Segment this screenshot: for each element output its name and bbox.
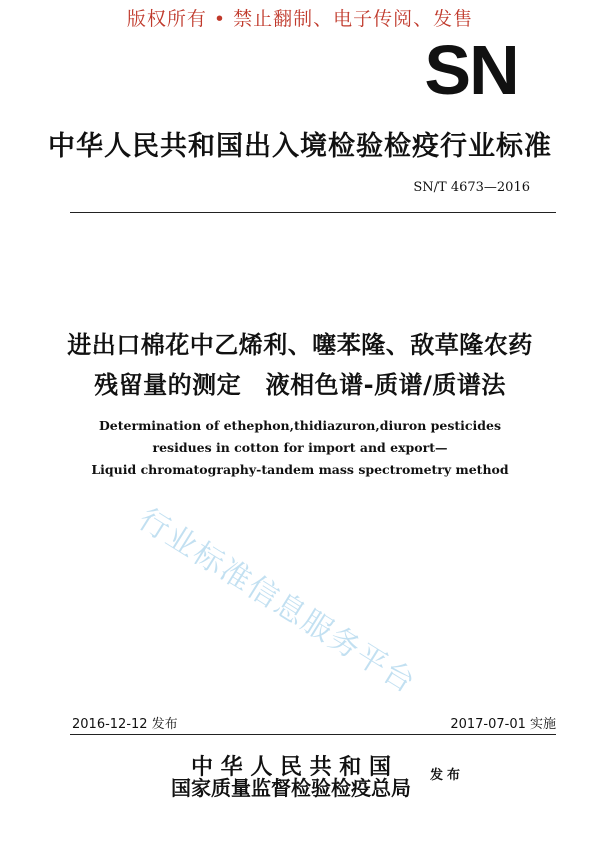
watermark: 行业标准信息服务平台 [132, 501, 423, 702]
standard-number: SN/T 4673—2016 [413, 180, 530, 195]
copyright-notice: 版权所有 • 禁止翻制、电子传阅、发售 [126, 8, 474, 30]
issuer-agency: 国家质量监督检验检疫总局 [171, 776, 411, 800]
header-divider [70, 212, 556, 213]
footer-divider [70, 734, 556, 735]
title-en-line2: residues in cotton for import and export— [152, 440, 448, 455]
title-en-line3: Liquid chromatography-tandem mass spectrometry method [91, 462, 509, 477]
title-cn-line2: 残留量的测定 液相色谱-质谱/质谱法 [94, 371, 506, 399]
title-cn-line1: 进出口棉花中乙烯利、噻苯隆、敌草隆农药 [67, 331, 533, 359]
sn-logo-text: SN [424, 38, 518, 98]
publish-label: 发布 [430, 768, 465, 783]
sn-logo [410, 38, 532, 98]
issuer-country: 中 华 人 民 共 和 国 [191, 755, 391, 780]
effective-date: 2017-07-01 实施 [450, 717, 556, 732]
standard-category: 中华人民共和国出入境检验检疫行业标准 [48, 131, 552, 162]
title-en-line1: Determination of ethephon,thidiazuron,diuron pesticides [98, 418, 502, 433]
issue-date: 2016-12-12 发布 [72, 717, 178, 732]
